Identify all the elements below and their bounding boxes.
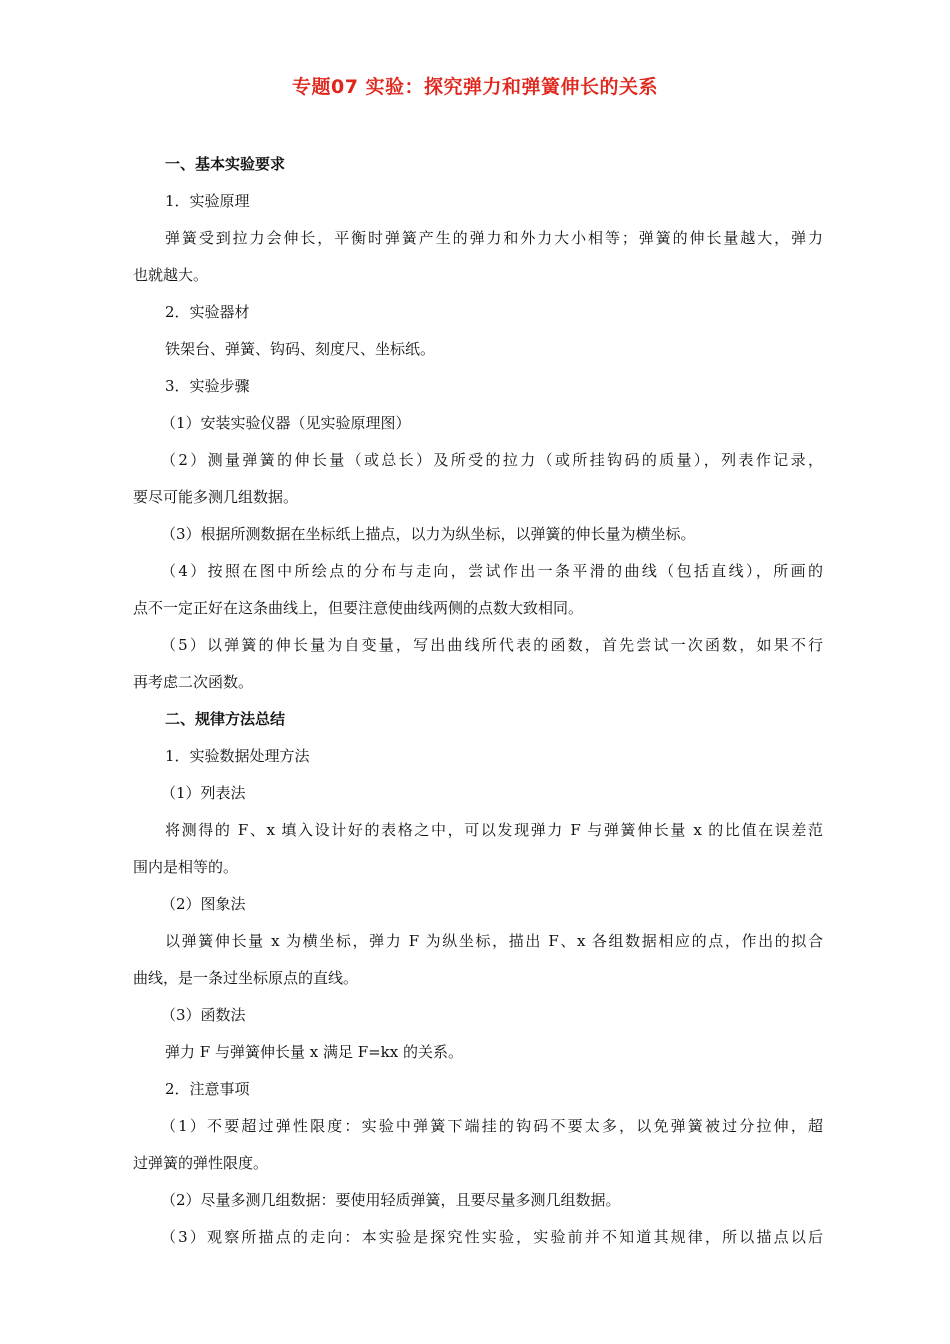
paragraph-line: 2．注意事项 xyxy=(165,1080,250,1098)
paragraph-line: 将测得的 F、x 填入设计好的表格之中，可以发现弹力 F 与弹簧伸长量 x 的比值在误差范 xyxy=(165,821,823,839)
paragraph-line: （3）根据所测数据在坐标纸上描点，以力为纵坐标，以弹簧的伸长量为横坐标。 xyxy=(161,525,696,543)
paragraph-line: 3．实验步骤 xyxy=(165,377,250,395)
paragraph-line: （2）图象法 xyxy=(161,895,246,913)
paragraph-line: 弹力 F 与弹簧伸长量 x 满足 F=kx 的关系。 xyxy=(165,1043,464,1061)
page-title: 专题07 实验：探究弹力和弹簧伸长的关系 xyxy=(291,76,659,98)
paragraph-line: 弹簧受到拉力会伸长，平衡时弹簧产生的弹力和外力大小相等；弹簧的伸长量越大，弹力 xyxy=(165,229,823,247)
paragraph-line: （4）按照在图中所绘点的分布与走向，尝试作出一条平滑的曲线（包括直线），所画的 xyxy=(161,562,823,580)
section-heading: 一、基本实验要求 xyxy=(165,155,286,173)
paragraph-line: （1）不要超过弹性限度：实验中弹簧下端挂的钩码不要太多，以免弹簧被过分拉伸，超 xyxy=(161,1117,823,1135)
paragraph-line: （3）函数法 xyxy=(161,1006,246,1024)
paragraph-line: （2）尽量多测几组数据：要使用轻质弹簧，且要尽量多测几组数据。 xyxy=(161,1191,621,1209)
paragraph-line: （1）列表法 xyxy=(161,784,246,802)
paragraph-line: （5）以弹簧的伸长量为自变量，写出曲线所代表的函数，首先尝试一次函数，如果不行 xyxy=(161,636,823,654)
paragraph-line: 以弹簧伸长量 x 为横坐标，弹力 F 为纵坐标，描出 F、x 各组数据相应的点，作出的拟合 xyxy=(165,932,823,950)
paragraph-line: 2．实验器材 xyxy=(165,303,250,321)
paragraph-line: （3）观察所描点的走向：本实验是探究性实验，实验前并不知道其规律，所以描点以后 xyxy=(161,1228,823,1246)
document-body xyxy=(133,146,823,1256)
paragraph-line: 曲线，是一条过坐标原点的直线。 xyxy=(133,969,359,987)
paragraph-line: 1．实验数据处理方法 xyxy=(165,747,310,765)
paragraph-line: （2）测量弹簧的伸长量（或总长）及所受的拉力（或所挂钩码的质量），列表作记录， xyxy=(161,451,823,469)
paragraph-line: 点不一定正好在这条曲线上，但要注意使曲线两侧的点数大致相同。 xyxy=(133,599,584,617)
paragraph-line: 1．实验原理 xyxy=(165,192,250,210)
section-heading: 二、规律方法总结 xyxy=(165,710,286,728)
paragraph-line: 围内是相等的。 xyxy=(133,858,239,876)
paragraph-line: 铁架台、弹簧、钩码、刻度尺、坐标纸。 xyxy=(165,340,436,358)
paragraph-line: 过弹簧的弹性限度。 xyxy=(133,1154,269,1172)
paragraph-line: 要尽可能多测几组数据。 xyxy=(133,488,299,506)
paragraph-line: 再考虑二次函数。 xyxy=(133,673,254,691)
paragraph-line: （1）安装实验仪器（见实验原理图） xyxy=(161,414,411,432)
paragraph-line: 也就越大。 xyxy=(133,266,209,284)
